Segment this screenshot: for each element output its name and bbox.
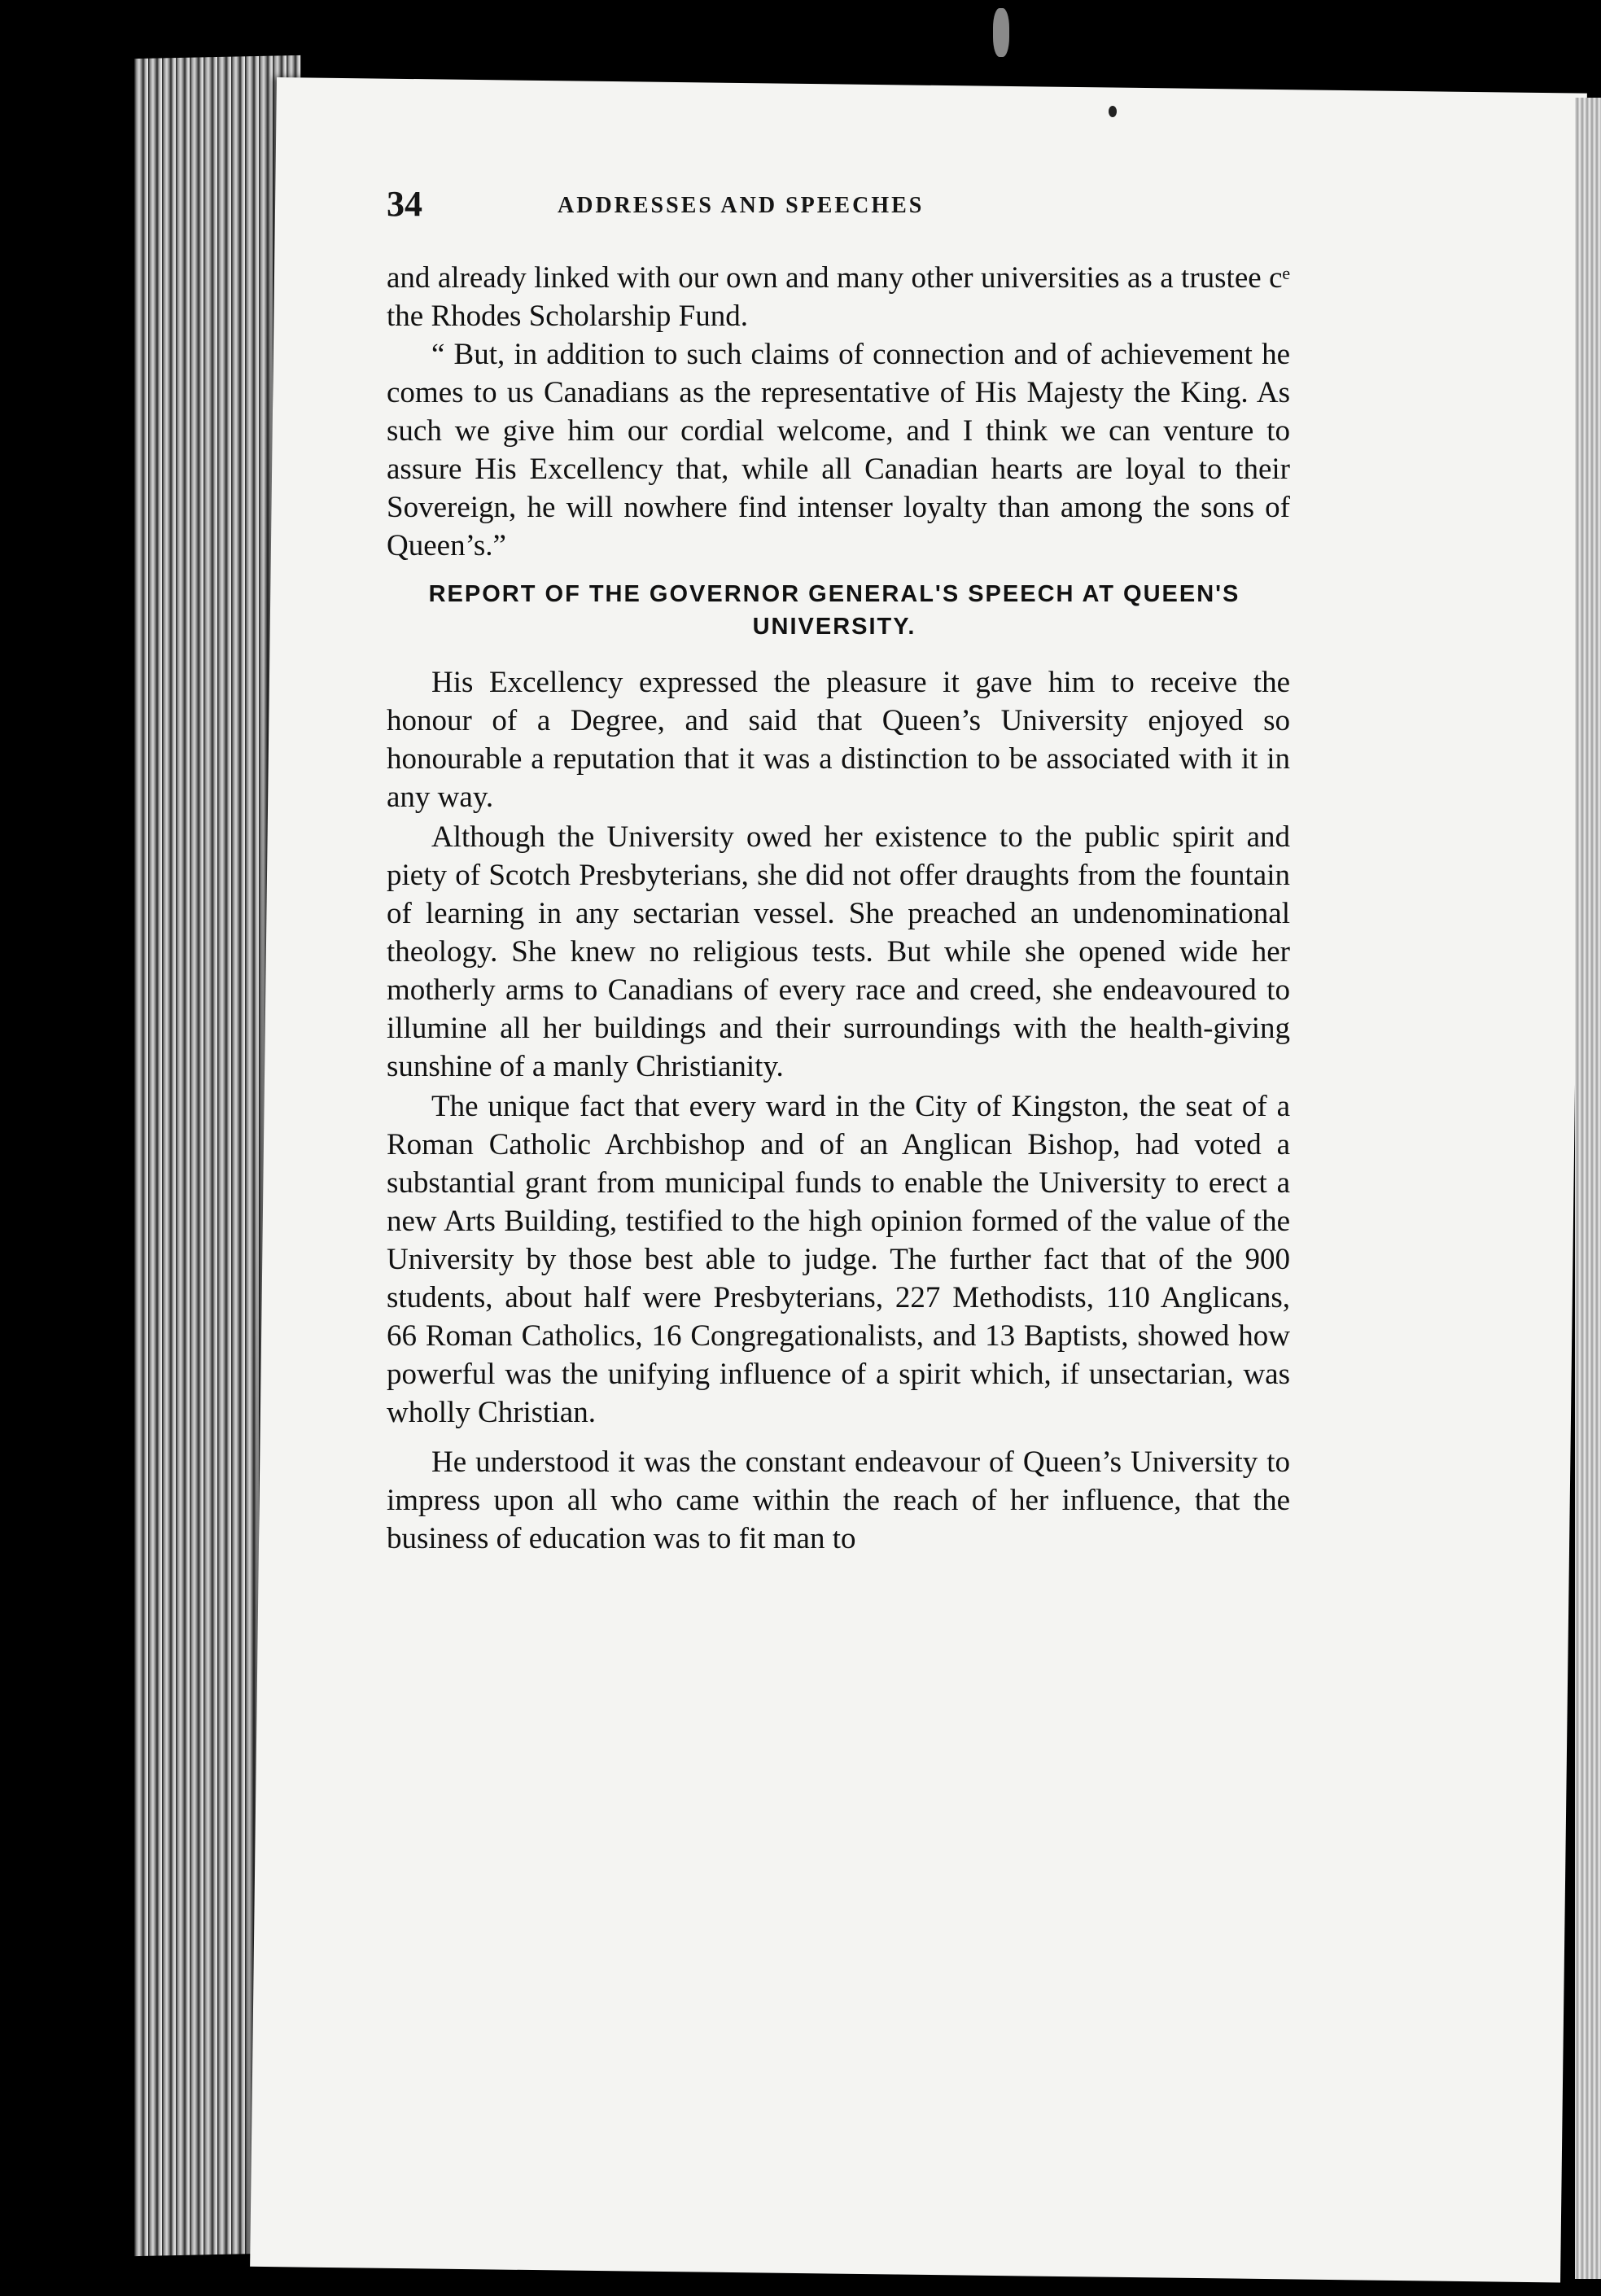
ink-speck	[1109, 106, 1117, 117]
section-heading-line: REPORT OF THE GOVERNOR GENERAL'S SPEECH AT QUEEN'S	[428, 581, 1240, 607]
page-header	[387, 183, 1290, 232]
section-heading	[383, 578, 1286, 643]
scan-artifact-mark	[993, 8, 1009, 57]
section-heading-line: UNIVERSITY.	[752, 614, 916, 640]
paragraph: Although the University owed her existence to the public spirit and piety of Scotch Presbyterians, she did not offer draughts from the fountain of learning in any sectarian vessel. She preached an undenominational theology. She knew no religious tests. But while she opened wide her motherly arms to Canadians of every race and creed, she endeavoured to illumine all her buildings and their surroundings with the health-giving sunshine of a manly Christianity.	[387, 820, 1290, 1083]
paragraph: and already linked with our own and many other universities as a trustee cᵉ the Rhodes Scholarship Fund.	[387, 261, 1290, 333]
body-text	[387, 663, 1290, 1559]
paragraph: His Excellency expressed the pleasure it gave him to receive the honour of a Degree, and said that Queen’s University enjoyed so honourable a reputation that it was a distinction to be associated with it in any way.	[387, 666, 1290, 814]
paragraph: “ But, in addition to such claims of connection and of achievement he comes to us Canadians as the representative of His Majesty the King. As such we give him our cordial welcome, and I think we can venture to assure His Excellency that, while all Canadian hearts are loyal to their Sovereign, he will nowhere find intenser loyalty than among the sons of Queen’s.”	[387, 338, 1290, 562]
paragraph: He understood it was the constant endeavour of Queen’s University to impress upon all who came within the reach of her influence, that the business of education was to fit man to	[387, 1445, 1290, 1555]
paragraph: The unique fact that every ward in the City of Kingston, the seat of a Roman Catholic Archbishop and of an Anglican Bishop, had voted a substantial grant from municipal funds to enable the University to erect a new Arts Building, testified to the high opinion formed of the value of the University by those best able to judge. The further fact that of the 900 students, about half were Presbyterians, 227 Methodists, 110 Anglicans, 66 Roman Catholics, 16 Congregationalists, and 13 Baptists, showed how powerful was the unifying influence of a spirit which, if unsectarian, was wholly Christian.	[387, 1090, 1290, 1429]
page-right-edge	[1575, 98, 1601, 2279]
page-number: 34	[387, 184, 422, 224]
running-head: ADDRESSES AND SPEECHES	[558, 193, 925, 218]
intro-text	[387, 259, 1290, 565]
